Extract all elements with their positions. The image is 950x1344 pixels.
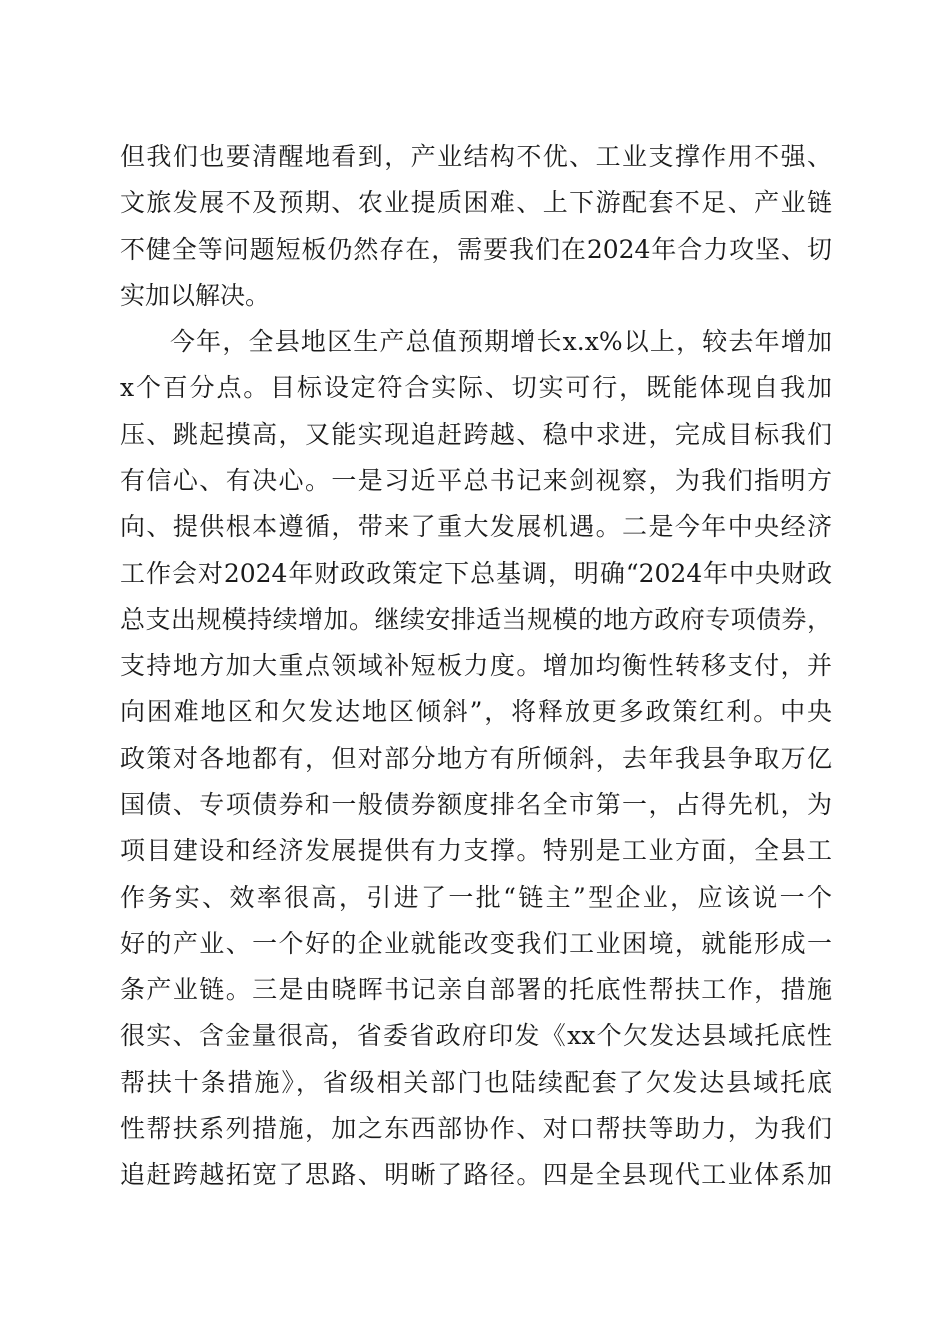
text-line: 支持地方加大重点领域补短板力度。增加均衡性转移支付，并 (120, 651, 832, 680)
text-line: 帮扶十条措施》，省级相关部门也陆续配套了欠发达县域托底 (120, 1068, 832, 1097)
text-line: 好的产业、一个好的企业就能改变我们工业困境，就能形成一 (120, 929, 832, 958)
text-line: 有信心、有决心。一是习近平总书记来剑视察，为我们指明方 (120, 466, 832, 495)
text-line: 政策对各地都有，但对部分地方有所倾斜，去年我县争取万亿 (120, 744, 832, 773)
text-line-paragraph-start: 今年，全县地区生产总值预期增长x.x%以上，较去年增加 (170, 327, 832, 356)
text-line: 文旅发展不及预期、农业提质困难、上下游配套不足、产业链 (120, 188, 832, 217)
text-line: 国债、专项债券和一般债券额度排名全市第一，占得先机，为 (120, 790, 832, 819)
text-line: 性帮扶系列措施，加之东西部协作、对口帮扶等助力，为我们 (120, 1114, 832, 1143)
text-line: 项目建设和经济发展提供有力支撑。特别是工业方面，全县工 (120, 836, 832, 865)
text-line: 但我们也要清醒地看到，产业结构不优、工业支撑作用不强、 (120, 142, 832, 171)
text-line: 压、跳起摸高，又能实现追赶跨越、稳中求进，完成目标我们 (120, 420, 832, 449)
text-line: 作务实、效率很高，引进了一批“链主”型企业，应该说一个 (120, 883, 832, 912)
text-line: 不健全等问题短板仍然存在，需要我们在2024年合力攻坚、切 (120, 235, 832, 264)
text-line: 工作会对2024年财政政策定下总基调，明确“2024年中央财政 (120, 559, 832, 588)
text-line: x个百分点。目标设定符合实际、切实可行，既能体现自我加 (120, 373, 832, 402)
text-line: 追赶跨越拓宽了思路、明晰了路径。四是全县现代工业体系加 (120, 1160, 832, 1189)
text-line: 向困难地区和欠发达地区倾斜”，将释放更多政策红利。中央 (120, 697, 832, 726)
text-line: 实加以解决。 (120, 281, 271, 310)
text-line: 向、提供根本遵循，带来了重大发展机遇。二是今年中央经济 (120, 512, 832, 541)
text-line: 条产业链。三是由晓晖书记亲自部署的托底性帮扶工作，措施 (120, 975, 832, 1004)
text-line: 很实、含金量很高，省委省政府印发《xx个欠发达县域托底性 (120, 1021, 832, 1050)
text-line: 总支出规模持续增加。继续安排适当规模的地方政府专项债券， (120, 605, 832, 634)
